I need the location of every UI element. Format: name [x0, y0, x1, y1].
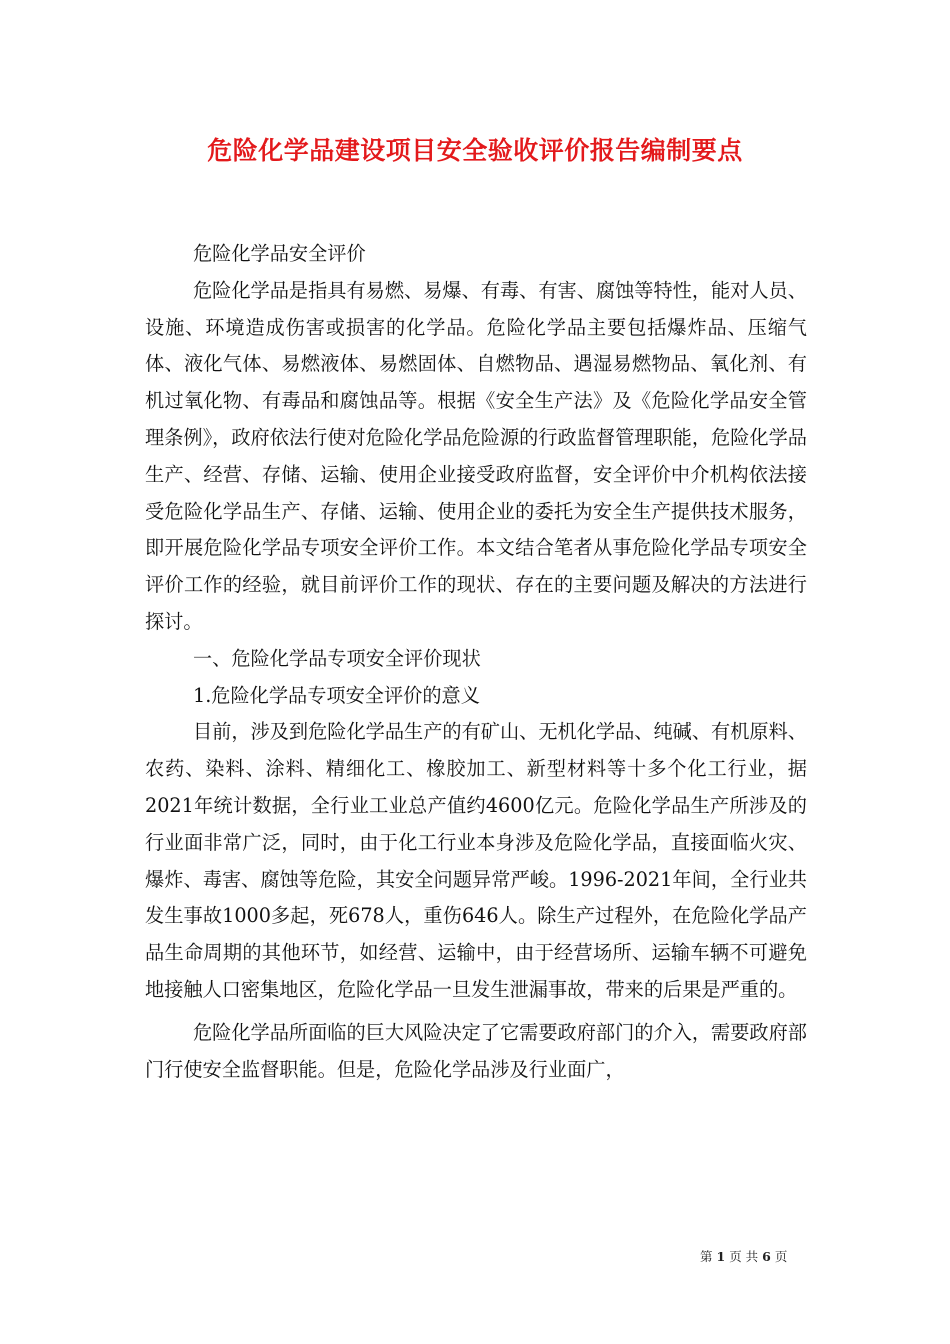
page-number-footer — [700, 1247, 850, 1265]
footer-prefix: 第 — [700, 1249, 713, 1264]
footer-suffix: 页 — [774, 1249, 788, 1264]
section-heading: 一、危险化学品专项安全评价现状 — [193, 646, 481, 670]
current-page-number: 1 — [716, 1249, 726, 1264]
document-title: 危险化学品建设项目安全验收评价报告编制要点 — [207, 136, 743, 165]
paragraph-current-status: 目前，涉及到危险化学品生产的有矿山、无机化学品、纯碱、有机原料、农药、染料、涂料、精细化工、橡胶加工、新型材料等十多个化工行业，据2021年统计数据，全行业工业总产值约4600亿元。危险化学品生产所涉及的行业面非常广泛，同时，由于化工行业本身涉及危险化学品，直接面临火灾、爆炸、毒害、腐蚀等危险，其安全问题异常严峻。1996-2021年间，全行业共发生事故1000多起，死678人，重伤646人。除生产过程外，在危险化学品产品生命周期的其他环节，如经营、运输中，由于经营场所、运输车辆不可避免地接触人口密集地区，危险化学品一旦发生泄漏事故，带来的后果是严重的。 — [145, 720, 807, 1001]
paragraph-intro: 危险化学品是指具有易燃、易爆、有毒、有害、腐蚀等特性，能对人员、设施、环境造成伤害或损害的化学品。危险化学品主要包括爆炸品、压缩气体、液化气体、易燃液体、易燃固体、自燃物品、遇湿易燃物品、氧化剂、有机过氧化物、有毒品和腐蚀品等。根据《安全生产法》及《危险化学品安全管理条例》，政府依法行使对危险化学品危险源的行政监督管理职能，危险化学品生产、经营、存储、运输、使用企业接受政府监督，安全评价中介机构依法接受危险化学品生产、存储、运输、使用企业的委托为安全生产提供技术服务，即开展危险化学品专项安全评价工作。本文结合笔者从事危险化学品专项安全评价工作的经验，就目前评价工作的现状、存在的主要问题及解决的方法进行探讨。 — [145, 278, 807, 633]
total-page-number: 6 — [762, 1249, 771, 1264]
footer-middle: 页 共 — [729, 1249, 759, 1264]
document-body — [145, 236, 807, 1088]
paragraph-risk: 危险化学品所面临的巨大风险决定了它需要政府部门的介入，需要政府部门行使安全监督职能。但是，危险化学品涉及行业面广， — [145, 1020, 807, 1081]
subsection-heading: 1.危险化学品专项安全评价的意义 — [193, 683, 480, 707]
section-label: 危险化学品安全评价 — [193, 242, 366, 265]
